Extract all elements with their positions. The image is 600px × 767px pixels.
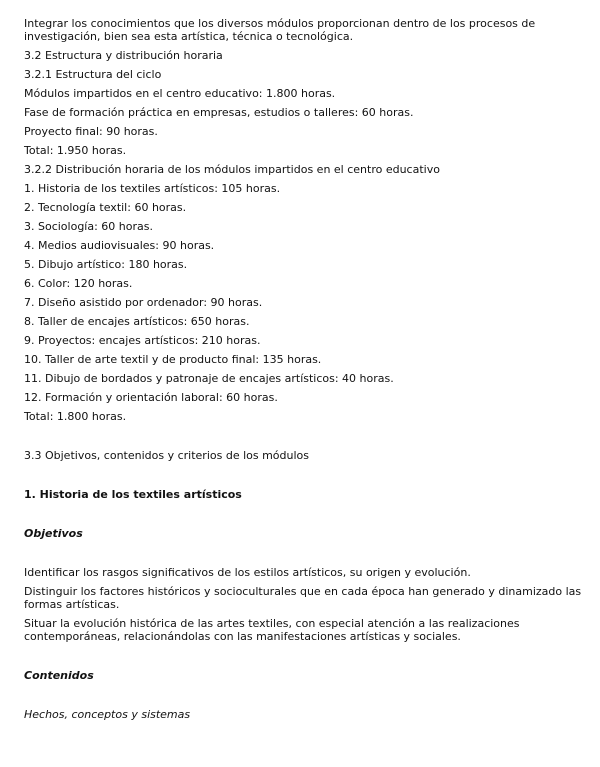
objective-item: Identificar los rasgos significativos de los estilos artísticos, su origen y evolución.: [24, 566, 471, 579]
module-1-title: 1. Historia de los textiles artísticos: [24, 488, 242, 501]
intro-paragraph: Integrar los conocimientos que los diversos módulos proporcionan dentro de los procesos de investigación, bien sea esta artística, técnica o tecnológica.: [24, 17, 536, 43]
module-hours-item: 2. Tecnología textil: 60 horas.: [24, 201, 187, 214]
module-hours-item: 9. Proyectos: encajes artísticos: 210 horas.: [24, 334, 261, 347]
section-3-2-2-heading: 3.2.2 Distribución horaria de los módulos impartidos en el centro educativo: [24, 163, 440, 176]
section-3-2-1-heading: 3.2.1 Estructura del ciclo: [24, 68, 162, 81]
section-3-2-heading: 3.2 Estructura y distribución horaria: [24, 49, 223, 62]
module-hours-item: 1. Historia de los textiles artísticos: 105 horas.: [24, 182, 281, 195]
modules-total: Total: 1.800 horas.: [24, 410, 127, 423]
module-hours-item: 3. Sociología: 60 horas.: [24, 220, 153, 233]
objective-item: Situar la evolución histórica de las artes textiles, con especial atención a las realizaciones contemporáneas, relacionándolas con las manifestaciones artísticas y sociales.: [24, 617, 520, 643]
objective-item: Distinguir los factores históricos y socioculturales que en cada época han generado y dinamizado las formas artísticas.: [24, 585, 582, 611]
module-hours-item: 10. Taller de arte textil y de producto final: 135 horas.: [24, 353, 322, 366]
module-hours-item: 8. Taller de encajes artísticos: 650 horas.: [24, 315, 250, 328]
hechos-heading: Hechos, conceptos y sistemas: [24, 708, 191, 721]
structure-item: Total: 1.950 horas.: [24, 144, 127, 157]
module-hours-item: 12. Formación y orientación laboral: 60 horas.: [24, 391, 278, 404]
structure-item: Proyecto final: 90 horas.: [24, 125, 158, 138]
module-hours-item: 5. Dibujo artístico: 180 horas.: [24, 258, 188, 271]
contenidos-heading: Contenidos: [24, 669, 94, 682]
section-3-3-heading: 3.3 Objetivos, contenidos y criterios de los módulos: [24, 449, 310, 462]
document-body: [24, 17, 584, 721]
module-hours-item: 6. Color: 120 horas.: [24, 277, 133, 290]
module-hours-item: 4. Medios audiovisuales: 90 horas.: [24, 239, 215, 252]
objetivos-heading: Objetivos: [24, 527, 83, 540]
module-hours-item: 11. Dibujo de bordados y patronaje de encajes artísticos: 40 horas.: [24, 372, 394, 385]
module-hours-item: 7. Diseño asistido por ordenador: 90 horas.: [24, 296, 263, 309]
structure-item: Módulos impartidos en el centro educativo: 1.800 horas.: [24, 87, 336, 100]
structure-item: Fase de formación práctica en empresas, estudios o talleres: 60 horas.: [24, 106, 414, 119]
